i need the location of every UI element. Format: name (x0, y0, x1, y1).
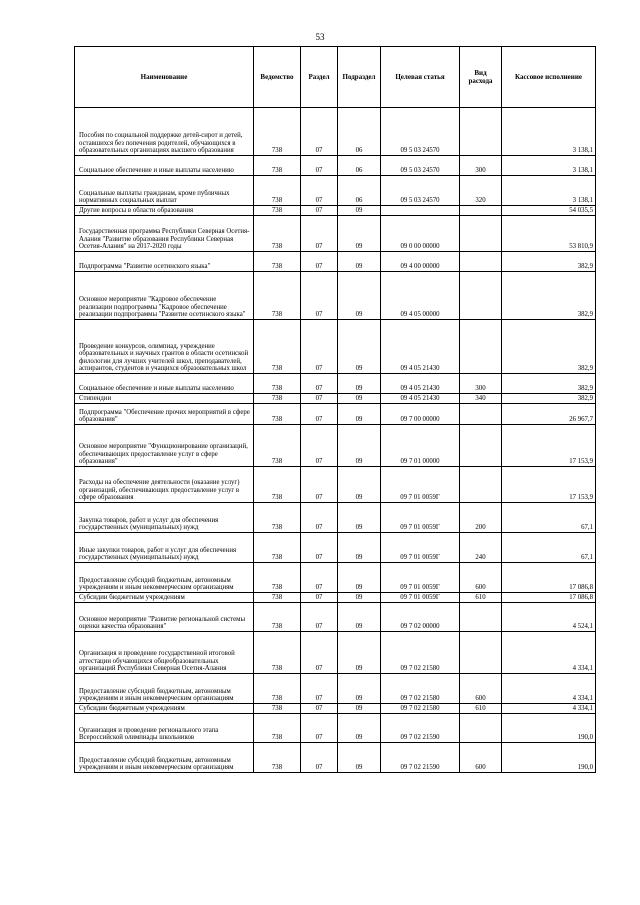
table-cell-vedomstvo: 738 (254, 593, 301, 603)
table-cell-vid: 600 (460, 563, 502, 593)
table-cell-podrazdel: 09 (338, 467, 381, 503)
table-cell-statya: 09 5 03 24570 (381, 156, 460, 176)
table-cell-vedomstvo: 738 (254, 404, 301, 425)
table-cell-vid: 600 (460, 674, 502, 704)
table-cell-kassa: 4 334,1 (502, 632, 596, 674)
table-cell-name: Предоставление субсидий бюджетным, автономным учреждениям и иным некоммерческим организациям (75, 743, 254, 773)
col-header-podrazdel: Подраздел (338, 47, 381, 108)
table-cell-kassa: 67,1 (502, 503, 596, 533)
table-row (75, 467, 596, 503)
table-cell-name: Закупка товаров, работ и услуг для обеспечения государственных (муниципальных) нужд (75, 503, 254, 533)
table-cell-name: Предоставление субсидий бюджетным, автономным учреждениям и иным некоммерческим организациям (75, 674, 254, 704)
table-cell-name: Подпрограмма "Развитие осетинского языка" (75, 252, 254, 272)
table-cell-vedomstvo: 738 (254, 252, 301, 272)
col-header-statya: Целевая статья (381, 47, 460, 108)
table-cell-vedomstvo: 738 (254, 394, 301, 404)
table-row (75, 632, 596, 674)
table-cell-vid: 340 (460, 394, 502, 404)
table-cell-vid (460, 425, 502, 467)
table-cell-vedomstvo: 738 (254, 503, 301, 533)
table-cell-podrazdel: 09 (338, 425, 381, 467)
table-row (75, 216, 596, 252)
col-header-vedomstvo: Ведомство (254, 47, 301, 108)
table-cell-kassa: 4 334,1 (502, 674, 596, 704)
table-cell-podrazdel: 09 (338, 404, 381, 425)
table-cell-razdel: 07 (301, 563, 338, 593)
table-cell-vid: 600 (460, 743, 502, 773)
table-cell-razdel: 07 (301, 593, 338, 603)
table-cell-kassa: 382,9 (502, 272, 596, 320)
table-cell-razdel: 07 (301, 533, 338, 563)
table-cell-podrazdel: 09 (338, 503, 381, 533)
table-cell-statya: 09 5 03 24570 (381, 176, 460, 206)
table-cell-razdel: 07 (301, 743, 338, 773)
table-cell-vid (460, 714, 502, 743)
table-cell-vid (460, 467, 502, 503)
table-cell-razdel: 07 (301, 632, 338, 674)
table-cell-kassa: 53 810,9 (502, 216, 596, 252)
table-cell-razdel: 07 (301, 603, 338, 632)
table-cell-statya: 09 7 02 21580 (381, 704, 460, 714)
table-cell-razdel: 07 (301, 714, 338, 743)
table-cell-statya: 09 7 02 21590 (381, 714, 460, 743)
table-cell-kassa: 26 967,7 (502, 404, 596, 425)
table-cell-podrazdel: 09 (338, 632, 381, 674)
table-cell-vedomstvo: 738 (254, 467, 301, 503)
table-cell-name: Стипендии (75, 394, 254, 404)
table-cell-statya: 09 4 00 00000 (381, 252, 460, 272)
table-cell-vedomstvo: 738 (254, 563, 301, 593)
table-cell-vid: 200 (460, 503, 502, 533)
table-row (75, 206, 596, 216)
table-cell-vedomstvo: 738 (254, 743, 301, 773)
table-row (75, 425, 596, 467)
table-header (75, 47, 596, 108)
table-row (75, 563, 596, 593)
table-cell-name: Основное мероприятие "Кадровое обеспечение реализации подпрограммы "Кадровое обеспечение реализации подпрограммы "Развитие осетинского языка" (75, 272, 254, 320)
table-cell-vid (460, 603, 502, 632)
table-row (75, 714, 596, 743)
table-row (75, 404, 596, 425)
table-cell-statya: 09 7 01 00000 (381, 425, 460, 467)
table-cell-vid (460, 320, 502, 374)
table-cell-razdel: 07 (301, 425, 338, 467)
table-cell-statya: 09 5 03 24570 (381, 108, 460, 156)
table-cell-name: Основное мероприятие "Развитие региональной системы оценки качества образования" (75, 603, 254, 632)
table-cell-name: Социальное обеспечение и иные выплаты населению (75, 374, 254, 394)
table-cell-razdel: 07 (301, 674, 338, 704)
col-header-kassa: Кассовое исполнение (502, 47, 596, 108)
table-cell-razdel: 07 (301, 503, 338, 533)
table-cell-kassa: 190,0 (502, 743, 596, 773)
table-cell-statya: 09 0 00 00000 (381, 216, 460, 252)
table-cell-podrazdel: 09 (338, 593, 381, 603)
table-cell-vedomstvo: 738 (254, 206, 301, 216)
table-cell-podrazdel: 09 (338, 394, 381, 404)
table-row (75, 743, 596, 773)
table-row (75, 603, 596, 632)
table-row (75, 252, 596, 272)
table-cell-razdel: 07 (301, 467, 338, 503)
table-cell-vedomstvo: 738 (254, 425, 301, 467)
table-cell-vid (460, 632, 502, 674)
table-cell-kassa: 3 138,1 (502, 156, 596, 176)
table-cell-statya: 09 4 05 21430 (381, 320, 460, 374)
col-header-razdel: Раздел (301, 47, 338, 108)
table-cell-name: Пособия по социальной поддержке детей-сирот и детей, оставшихся без попечения родителей, обучающихся в образовательных организациях высшего образования (75, 108, 254, 156)
table-cell-vid: 610 (460, 593, 502, 603)
table-cell-statya: 09 7 01 0059Г (381, 467, 460, 503)
table-cell-vedomstvo: 738 (254, 156, 301, 176)
table-cell-razdel: 07 (301, 156, 338, 176)
table-row (75, 533, 596, 563)
table-cell-kassa: 382,9 (502, 394, 596, 404)
table-cell-razdel: 07 (301, 176, 338, 206)
table-cell-razdel: 07 (301, 108, 338, 156)
table-cell-podrazdel: 09 (338, 206, 381, 216)
table-row (75, 320, 596, 374)
table-cell-vid: 610 (460, 704, 502, 714)
page-number: 53 (315, 32, 325, 42)
table-cell-razdel: 07 (301, 272, 338, 320)
table-cell-kassa: 67,1 (502, 533, 596, 563)
table-cell-name: Проведение конкурсов, олимпиад, учреждение образовательных и научных грантов в области осетинской филологии для лучших учителей школ, преподавателей, аспирантов, студентов и учащихся образовательных школ (75, 320, 254, 374)
table-cell-kassa: 382,9 (502, 252, 596, 272)
col-header-vid: Вид расхода (460, 47, 502, 108)
table-cell-kassa: 382,9 (502, 374, 596, 394)
table-cell-vedomstvo: 738 (254, 533, 301, 563)
table-cell-vedomstvo: 738 (254, 108, 301, 156)
table-cell-vedomstvo: 738 (254, 374, 301, 394)
table-cell-name: Социальные выплаты гражданам, кроме публичных нормативных социальных выплат (75, 176, 254, 206)
table-cell-podrazdel: 09 (338, 743, 381, 773)
table-cell-podrazdel: 06 (338, 108, 381, 156)
table-cell-vedomstvo: 738 (254, 704, 301, 714)
table-cell-name: Другие вопросы в области образования (75, 206, 254, 216)
table-cell-razdel: 07 (301, 252, 338, 272)
table-cell-podrazdel: 09 (338, 374, 381, 394)
table-cell-podrazdel: 09 (338, 252, 381, 272)
table-cell-vid (460, 404, 502, 425)
table-cell-vid (460, 252, 502, 272)
table-row (75, 374, 596, 394)
table-cell-name: Подпрограмма "Обеспечение прочих мероприятий в сфере образования" (75, 404, 254, 425)
table-cell-podrazdel: 09 (338, 320, 381, 374)
table-cell-statya: 09 7 01 0059Г (381, 593, 460, 603)
table-cell-statya: 09 7 01 0059Г (381, 503, 460, 533)
table-cell-podrazdel: 09 (338, 272, 381, 320)
table-row (75, 593, 596, 603)
table-cell-name: Государственная программа Республики Северная Осетия-Алания "Развитие образования Республики Северная Осетия-Алания" на 2017-2020 годы (75, 216, 254, 252)
table-cell-name: Основное мероприятие "Функционирование организаций, обеспечивающих предоставление услуг в сфере образования" (75, 425, 254, 467)
table-cell-vid (460, 216, 502, 252)
table-cell-name: Иные закупки товаров, работ и услуг для обеспечения государственных (муниципальных) нужд (75, 533, 254, 563)
table-cell-vedomstvo: 738 (254, 632, 301, 674)
table-cell-vid (460, 108, 502, 156)
budget-table (74, 46, 596, 773)
table-row (75, 503, 596, 533)
table-cell-kassa: 190,0 (502, 714, 596, 743)
table-cell-razdel: 07 (301, 206, 338, 216)
table-cell-kassa: 17 153,9 (502, 467, 596, 503)
table-body (75, 108, 596, 773)
table-cell-podrazdel: 09 (338, 704, 381, 714)
table-cell-kassa: 3 138,1 (502, 176, 596, 206)
table-cell-podrazdel: 06 (338, 156, 381, 176)
table-cell-razdel: 07 (301, 704, 338, 714)
table-cell-name: Расходы на обеспечение деятельности (оказание услуг) организаций, обеспечивающих предоставление услуг в сфере образования (75, 467, 254, 503)
table-cell-kassa: 3 138,1 (502, 108, 596, 156)
table-cell-razdel: 07 (301, 394, 338, 404)
table-row (75, 394, 596, 404)
table-cell-kassa: 54 035,5 (502, 206, 596, 216)
table-cell-podrazdel: 09 (338, 603, 381, 632)
table-cell-vid: 320 (460, 176, 502, 206)
table-cell-vid: 300 (460, 156, 502, 176)
table-cell-statya: 09 7 01 0059Г (381, 533, 460, 563)
table-cell-kassa: 17 086,8 (502, 563, 596, 593)
table-cell-vid (460, 272, 502, 320)
table-cell-statya: 09 4 05 21430 (381, 374, 460, 394)
table-cell-vedomstvo: 738 (254, 272, 301, 320)
table-cell-statya (381, 206, 460, 216)
table-cell-name: Субсидии бюджетным учреждениям (75, 593, 254, 603)
table-row (75, 704, 596, 714)
table-cell-statya: 09 4 05 00000 (381, 272, 460, 320)
table-cell-name: Предоставление субсидий бюджетным, автономным учреждениям и иным некоммерческим организациям (75, 563, 254, 593)
table-cell-kassa: 17 153,9 (502, 425, 596, 467)
table-cell-kassa: 382,9 (502, 320, 596, 374)
table-cell-statya: 09 7 02 21590 (381, 743, 460, 773)
table-cell-razdel: 07 (301, 216, 338, 252)
table-cell-vedomstvo: 738 (254, 320, 301, 374)
table-cell-name: Субсидии бюджетным учреждениям (75, 704, 254, 714)
table-cell-podrazdel: 09 (338, 714, 381, 743)
table-cell-statya: 09 7 02 21580 (381, 632, 460, 674)
table-cell-statya: 09 7 01 0059Г (381, 563, 460, 593)
table-cell-podrazdel: 09 (338, 216, 381, 252)
table-row (75, 176, 596, 206)
table-cell-vid (460, 206, 502, 216)
table-cell-vedomstvo: 738 (254, 176, 301, 206)
table-row (75, 108, 596, 156)
table-cell-razdel: 07 (301, 320, 338, 374)
table-cell-statya: 09 7 00 00000 (381, 404, 460, 425)
table-cell-vedomstvo: 738 (254, 216, 301, 252)
table-cell-name: Организация и проведение регионального этапа Всероссийской олимпиады школьников (75, 714, 254, 743)
table-cell-razdel: 07 (301, 404, 338, 425)
table-cell-razdel: 07 (301, 374, 338, 394)
table-cell-statya: 09 7 02 00000 (381, 603, 460, 632)
table-cell-podrazdel: 09 (338, 563, 381, 593)
table-cell-vedomstvo: 738 (254, 603, 301, 632)
table-row (75, 156, 596, 176)
table-cell-vedomstvo: 738 (254, 714, 301, 743)
table-cell-statya: 09 4 05 21430 (381, 394, 460, 404)
table-cell-vid: 300 (460, 374, 502, 394)
table-cell-vedomstvo: 738 (254, 674, 301, 704)
col-header-name: Наименование (75, 47, 254, 108)
table-cell-podrazdel: 09 (338, 674, 381, 704)
table-row (75, 272, 596, 320)
table-cell-vid: 240 (460, 533, 502, 563)
table-row (75, 674, 596, 704)
table-cell-name: Организация и проведение государственной итоговой аттестации обучающихся общеобразовательных организаций Республики Северная Осетия-Алания (75, 632, 254, 674)
table-cell-podrazdel: 06 (338, 176, 381, 206)
table-cell-kassa: 4 334,1 (502, 704, 596, 714)
table-cell-kassa: 4 524,1 (502, 603, 596, 632)
table-cell-name: Социальное обеспечение и иные выплаты населению (75, 156, 254, 176)
table-cell-kassa: 17 086,8 (502, 593, 596, 603)
table-cell-podrazdel: 09 (338, 533, 381, 563)
table-cell-statya: 09 7 02 21580 (381, 674, 460, 704)
